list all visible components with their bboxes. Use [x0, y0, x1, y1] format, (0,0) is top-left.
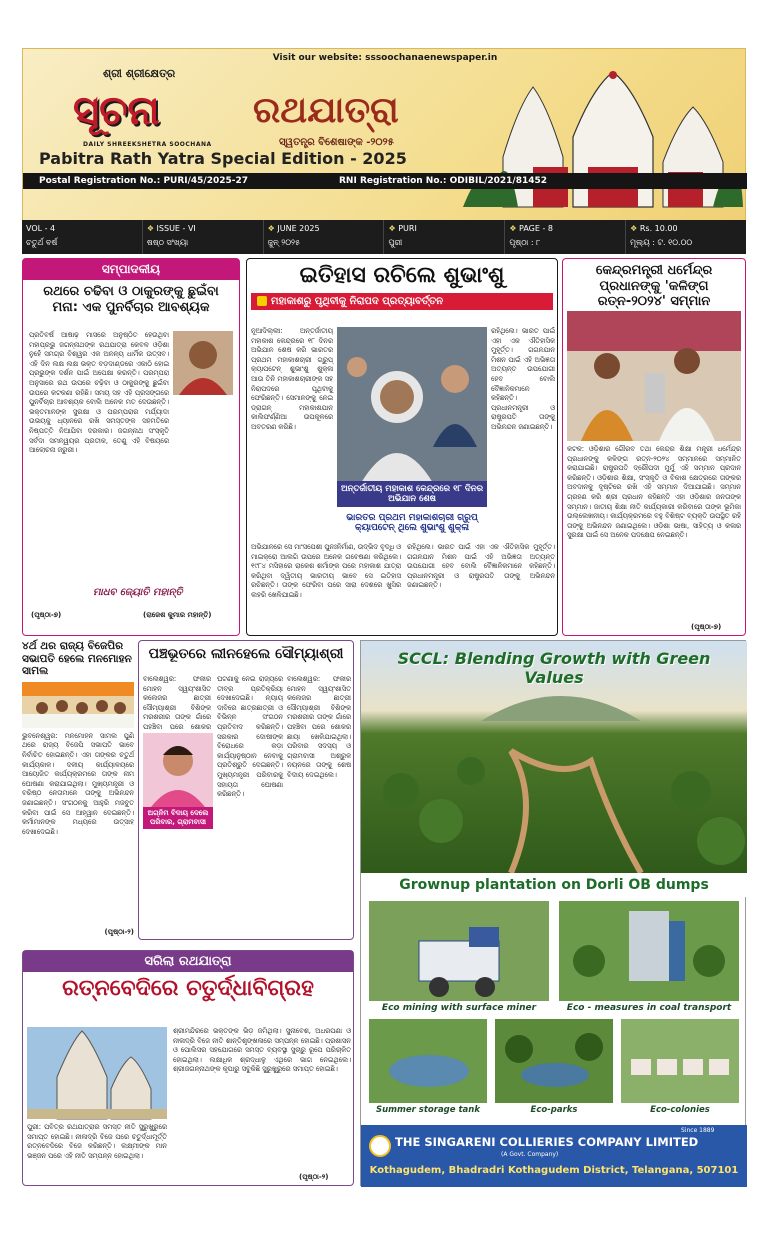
- masthead: [22, 48, 746, 248]
- sccl-surface-miner-photo: [369, 901, 549, 1001]
- shubhanshu-caption-2: ଭାରତର ପ୍ରଥମ ମହାକାଶଚାରୀ ଗ୍ରୁପ୍ କ୍ୟାପଟେନ୍ ଥିଲେ ଶୁଭାଂଶୁ ଶୁକ୍ଳା: [346, 513, 478, 533]
- astronaut-photo: [337, 327, 487, 483]
- soumyashree-body-mid: ଘଟଣାକୁ ନେଇ ରାଜ୍ୟରେ ତୀବ୍ର ପ୍ରତିକ୍ରିୟା ଦେଖାଦେଇଛି। ନ୍ୟାୟ ଦାବିରେ ଛାତ୍ରଛାତ୍ରୀ ଓ ବିଭିନ୍ନ ସଂଗଠନ ପ୍ରତିବାଦ କରିଛନ୍ତି। ସରକାର ଦୋଷୀଙ୍କ ବିରୋଧରେ କଡ଼ା କାର୍ଯ୍ୟାନୁଷ୍ଠାନ ନେବାକୁ ପ୍ରତିଶ୍ରୁତି ଦେଇଛନ୍ତି। ମୁଖ୍ୟମନ୍ତ୍ରୀ ପରିବାରକୁ ସହାୟତା ଘୋଷଣା କରିଛନ୍ତି।: [217, 675, 283, 799]
- soumyashree-article: [138, 640, 354, 940]
- soumyashree-photo: [143, 733, 213, 807]
- website-url[interactable]: Visit our website: sssoochanaenewspaper.in: [272, 53, 498, 63]
- editorial-label: ସମ୍ପାଦକୀୟ: [23, 259, 239, 280]
- editorial-author: (ରାଜେଶ କୁମାର ମହାନ୍ତି): [143, 611, 212, 619]
- shubhanshu-article: [246, 258, 558, 636]
- sccl-footer: [361, 1125, 747, 1187]
- newspaper-logo: ସୂଚନା: [73, 87, 160, 134]
- rathyatra-temple-photo: [27, 1027, 167, 1119]
- sccl-title: SCCL: Blending Growth with Green Values: [397, 649, 711, 687]
- shubhanshu-caption-1: ଅନ୍ତର୍ଜାତୀୟ ମହାକାଶ କେନ୍ଦ୍ରରେ ୧୮ ଦିନର ଅଭିଯାନ ଶେଷ: [337, 481, 487, 507]
- sccl-caption-3: Summer storage tank: [375, 1105, 480, 1115]
- editorial-headline: ରଥରେ ଚଢିବା ଓ ଠାକୁରଙ୍କୁ ଛୁଇଁବା ମନା: ଏକ ପୁନର୍ବିଚାର ଆବଶ୍ୟକ: [43, 284, 219, 315]
- info-volume: VOL - 4 ଚତୁର୍ଥ ବର୍ଷ: [26, 224, 58, 247]
- soumyashree-body-left: ବାଲେଶ୍ୱର: ଫକୀର ମୋହନ ସ୍ୱୟଂଶାସିତ କଲେଜର ଛାତ୍ରୀ ସୌମ୍ୟାଶ୍ରୀ ବିଶିଙ୍କ ମରଶରୀର ତାଙ୍କ ଗାଁରେ ପହଞ୍ଚିବା ପରେ ଶୋକର: [143, 675, 211, 731]
- postal-registration: Postal Registration No.: PURI/45/2025-27: [39, 176, 249, 186]
- registration-bar: [23, 173, 747, 189]
- logo-subtitle: DAILY SHREEKSHETRA SOOCHANA: [83, 141, 212, 148]
- editorial-author-photo: [173, 331, 233, 395]
- shubhanshu-subhead-bar: ମହାକାଶରୁ ପୃଥିବୀକୁ ନିରାପଦ ପ୍ରତ୍ୟାବର୍ତ୍ତନ: [251, 293, 553, 310]
- sccl-caption-4: Eco-parks: [530, 1105, 578, 1115]
- rathyatra-article: [22, 950, 354, 1186]
- shubhanshu-body-mid: ଅଭିଯାନରେ ସେ ମାଂସପେଶୀ ପୁନଃନିର୍ମାଣ, ଉଦ୍ଭିଦ ବୃଦ୍ଧି ଓ ମାଇକ୍ରୋ ଆଲଗି ଉପରେ ଅନେକ ଗବେଷଣା କରିଥିଲେ। ୧୯୮୪ ମସିହାରେ ରାକେଶ ଶର୍ମାଙ୍କ ପରେ ମହାକାଶ ଯାତ୍ରା କରିଥିବା ଦ୍ୱିତୀୟ ଭାରତୀୟ ଭାବେ ସେ ଇତିହାସ ରଚିଛନ୍ତି। ତାଙ୍କ ଫେରିବା ପରେ ସାରା ଦେଶରେ ଖୁସିର ଲହରି ଖେଳିଯାଇଛି।: [251, 543, 401, 599]
- editorial-body: ପ୍ରତିବର୍ଷ ଆଷାଢ଼ ମାସରେ ଅନୁଷ୍ଠିତ ହେଉଥିବା ମହାପ୍ରଭୁ ଜଗନ୍ନାଥଙ୍କ ରଥଯାତ୍ରା କେବଳ ଓଡ଼ିଶା ନୁହେଁ ସମଗ୍ର ବିଶ୍ୱର ଏକ ଅନନ୍ୟ ଧାର୍ମିକ ଉତ୍ସବ। ଏହି ଦିନ ଲକ୍ଷ ଲକ୍ଷ ଭକ୍ତ ବଡ଼ଦାଣ୍ଡରେ ଏକାଠି ହୋଇ ପ୍ରଭୁଙ୍କ ଦର୍ଶନ ପାଇଁ ଅପେକ୍ଷା କରନ୍ତି। ପରମ୍ପରା ଅନୁସାରେ ରଥ ଉପରେ ଚଢ଼ିବା ଓ ଠାକୁରଙ୍କୁ ଛୁଇଁବା ଉପରେ କଟକଣା ରହିଛି। ସମୟ ସହ ଏହି ପ୍ରସଙ୍ଗରେ ପୁନର୍ବିଚାର ଆବଶ୍ୟକ ବୋଲି ଅନେକ ମତ ଦେଉଛନ୍ତି। ଭକ୍ତମାନଙ୍କ ସୁରକ୍ଷା ଓ ପରମ୍ପରାର ମର୍ଯ୍ୟାଦା ଉଭୟକୁ ଧ୍ୟାନରେ ରଖି ସମସ୍ତଙ୍କ ସହମତିରେ ନିଷ୍ପତ୍ତି ନିଆଯିବା ଦରକାର। ଜଗନ୍ନାଥ ସଂସ୍କୃତି ସର୍ବଦା ସମନ୍ୱୟର ପ୍ରତୀକ, ତେଣୁ ଏହି ବିଷୟରେ ଆଲୋଚନା ଜରୁରୀ।: [29, 331, 169, 455]
- bjp-photo: [22, 682, 134, 728]
- rni-registration: RNI Registration No.: ODIBIL/2021/81452: [339, 176, 548, 186]
- shubhanshu-body-left: ନୂଆଦିଲ୍ଲୀ: ଅନ୍ତର୍ଜାତୀୟ ମହାକାଶ କେନ୍ଦ୍ରରେ ୧୮ ଦିନର ଅଭିଯାନ ଶେଷ କରି ଭାରତର ପ୍ରଥମ ମହାକାଶଚାରୀ ଗ୍ରୁପ୍ କ୍ୟାପଟେନ୍ ଶୁଭାଂଶୁ ଶୁକ୍ଳା ଆଉ ତିନି ମହାକାଶଚାରୀଙ୍କ ସହ ନିରାପଦରେ ପୃଥିବୀକୁ ଫେରିଛନ୍ତି। ସେମାନଙ୍କୁ ନେଇ ଡ୍ରାଗନ୍ ମହାକାଶଯାନ କାଲିଫର୍ଣ୍ଣିଆ ଉପକୂଳରେ ଅବତରଣ କରିଛି।: [251, 327, 333, 431]
- info-place: ❖ PURI ପୁରୀ: [383, 220, 504, 254]
- sccl-since: Since 1889: [681, 1127, 715, 1134]
- dharmendra-article: [562, 258, 746, 636]
- soumyashree-headline: ପଞ୍ଚଭୂତରେ ଲୀନହେଲେ ସୌମ୍ୟାଶ୍ରୀ: [148, 646, 344, 662]
- bjp-body: ଭୁବନେଶ୍ୱର: ମନମୋହନ ସାମଲ ପୁଣି ଥରେ ରାଜ୍ୟ ବିଜେପି ସଭାପତି ଭାବେ ନିର୍ବାଚିତ ହୋଇଛନ୍ତି। ଏହା ତାଙ୍କର ଚତୁର୍ଥ କାର୍ଯ୍ୟକାଳ। ଦଳୀୟ କାର୍ଯ୍ୟାଳୟରେ ଆୟୋଜିତ କାର୍ଯ୍ୟକ୍ରମରେ ତାଙ୍କ ନାମ ଘୋଷଣା କରାଯାଇଥିଲା। ମୁଖ୍ୟମନ୍ତ୍ରୀ ଓ ବରିଷ୍ଠ ନେତାମାନେ ତାଙ୍କୁ ଅଭିନନ୍ଦନ ଜଣାଇଛନ୍ତି। ସଂଗଠନକୁ ଆହୁରି ମଜବୁତ କରିବା ପାଇଁ ସେ ଆହ୍ୱାନ ଦେଇଛନ୍ତି। କର୍ମୀମାନଙ୍କ ମଧ୍ୟରେ ଉତ୍ସାହ ଦେଖାଦେଇଛି।: [22, 731, 134, 836]
- shubhanshu-headline: ଇତିହାସ ରଚିଲେ ଶୁଭାଂଶୁ: [299, 263, 505, 288]
- logo-prefix: ଶ୍ରୀ ଶ୍ରୀକ୍ଷେତ୍ର: [103, 67, 176, 80]
- soumyashree-body-right: ବାଲେଶ୍ୱର: ଫକୀର ମୋହନ ସ୍ୱୟଂଶାସିତ କଲେଜର ଛାତ୍ରୀ ସୌମ୍ୟାଶ୍ରୀ ବିଶିଙ୍କ ମରଶରୀର ତାଙ୍କ ଗାଁରେ ପହଞ୍ଚିବା ପରେ ଶୋକର ଛାୟା ଖେଳିଯାଇଥିଲା। ପରିବାର ସଦସ୍ୟ ଓ ଗ୍ରାମବାସୀ ଅଶ୍ରୁଳ ନୟନରେ ତାଙ୍କୁ ଶେଷ ବିଦାୟ ଦେଇଥିଲେ।: [287, 675, 351, 779]
- sccl-address: Kothagudem, Bhadradri Kothagudem District, Telangana, 507101: [369, 1165, 739, 1176]
- info-date: ❖ JUNE 2025 ଜୁନ୍ ୨୦୨୫: [263, 220, 384, 254]
- sccl-coal-transport-photo: [559, 901, 739, 1001]
- sccl-caption-2: Eco - measures in coal transport: [566, 1003, 732, 1013]
- rathyatra-label: ସରିଲା ରଥଯାତ୍ରା: [23, 951, 353, 972]
- sccl-caption-5: Eco-colonies: [650, 1105, 710, 1115]
- square-bullet-icon: [257, 296, 267, 306]
- sccl-storage-tank-photo: [369, 1019, 487, 1103]
- sccl-subtitle: Grownup plantation on Dorli OB dumps: [361, 873, 747, 897]
- sccl-company-name: THE SINGARENI COLLIERIES COMPANY LIMITED: [395, 1135, 699, 1149]
- edition-title: Pabitra Rath Yatra Special Edition - 2025: [39, 149, 407, 168]
- shubhanshu-body-right: ରହିଥିଲେ। ଭାରତ ପାଇଁ ଏହା ଏକ ଐତିହାସିକ ମୁହୂର୍ତ୍ତ। ଗଗନଯାନ ମିଶନ ପାଇଁ ଏହି ଅଭିଜ୍ଞତା ଅତ୍ୟନ୍ତ ଉପଯୋଗୀ ହେବ ବୋଲି ବୈଜ୍ଞାନିକମାନେ କହିଛନ୍ତି। ପ୍ରଧାନମନ୍ତ୍ରୀ ଓ ରାଷ୍ଟ୍ରପତି ତାଙ୍କୁ ଅଭିନନ୍ଦନ ଜଣାଇଛନ୍ତି।: [491, 327, 555, 431]
- sccl-eco-parks-photo: [495, 1019, 613, 1103]
- sccl-logo-icon: [369, 1135, 391, 1157]
- special-edition-subtitle: ସ୍ୱତନ୍ତ୍ର ବିଶେଷାଙ୍କ -୨୦୨୫: [279, 137, 394, 148]
- bjp-continued: (ପୃଷ୍ଠା-୨): [104, 927, 134, 936]
- editorial-signature: ମାଧବ ଜ୍ୟୋତି ମହାନ୍ତି: [93, 587, 183, 598]
- sccl-eco-colonies-photo: [621, 1019, 739, 1103]
- special-edition-title: ରଥଯାତ୍ରା: [253, 90, 399, 131]
- rathyatra-continued: (ପୃଷ୍ଠା-୨): [299, 1173, 329, 1181]
- sccl-advertisement: [360, 640, 746, 1186]
- editorial-continued: (ପୃଷ୍ଠା-୭): [31, 611, 62, 619]
- soumyashree-caption: ଅଗ୍ନିମ ବିଦାୟ ଦେଲେ ପରିବାର, ଗ୍ରାମବାସୀ: [143, 807, 213, 829]
- award-photo: [567, 311, 741, 441]
- issue-info-bar: [22, 220, 746, 254]
- info-issue: ❖ ISSUE - VI ଷଷ୍ଠ ସଂଖ୍ୟା: [142, 220, 263, 254]
- info-page: ❖ PAGE - 8 ପୃଷ୍ଠା : ୮: [504, 220, 625, 254]
- shubhanshu-body-end: ରହିଥିଲେ। ଭାରତ ପାଇଁ ଏହା ଏକ ଐତିହାସିକ ମୁହୂର୍ତ୍ତ। ଗଗନଯାନ ମିଶନ ପାଇଁ ଏହି ଅଭିଜ୍ଞତା ଅତ୍ୟନ୍ତ ଉପଯୋଗୀ ହେବ ବୋଲି ବୈଜ୍ଞାନିକମାନେ କହିଛନ୍ତି। ପ୍ରଧାନମନ୍ତ୍ରୀ ଓ ରାଷ୍ଟ୍ରପତି ତାଙ୍କୁ ଅଭିନନ୍ଦନ ଜଣାଇଛନ୍ତି।: [407, 543, 555, 590]
- editorial-box: [22, 258, 240, 636]
- bjp-president-article: [22, 640, 134, 950]
- rathyatra-body-left: ପୁରୀ: ପବିତ୍ର ରଥଯାତ୍ରାର ସମସ୍ତ ନୀତି ସୁରୁଖୁରୁରେ ସମାପ୍ତ ହୋଇଛି। ନୀଳାଦ୍ରି ବିଜେ ପରେ ଚତୁର୍ଦ୍ଧାମୂର୍ତ୍ତି ରତ୍ନବେଦିରେ ବିଜେ କରିଛନ୍ତି। ଲକ୍ଷ୍ମୀଙ୍କ ମାନ ଭଞ୍ଜନ ପରେ ଏହି ନୀତି ସମ୍ପନ୍ନ ହୋଇଥିଲା।: [27, 1123, 167, 1160]
- info-price: ❖ Rs. 10.00 ମୂଲ୍ୟ : ଟ. ୧୦.୦୦: [625, 220, 746, 254]
- dharmendra-continued: (ପୃଷ୍ଠା-୭): [691, 623, 722, 631]
- rathyatra-headline: ରତ୍ନବେଦିରେ ଚତୁର୍ଦ୍ଧାବିଗ୍ରହ: [62, 976, 314, 1001]
- dharmendra-headline: କେନ୍ଦ୍ରମନ୍ତ୍ରୀ ଧର୍ମେନ୍ଦ୍ର ପ୍ରଧାନଙ୍କୁ 'କଳିଙ୍ଗ ରତ୍ନ-୨୦୨୪' ସମ୍ମାନ: [595, 263, 713, 310]
- rathyatra-body-right: ଶ୍ରୀମନ୍ଦିରରେ ଭକ୍ତଙ୍କ ଭିଡ଼ ଜମିଥିଲା। ସୁନାବେଶ, ଅଧରପଣା ଓ ନୀଳାଦ୍ରି ବିଜେ ନୀତି ଶାନ୍ତିଶୃଙ୍ଖଳାରେ ସମ୍ପନ୍ନ ହୋଇଛି। ପ୍ରଶାସନ ଓ ପୋଲିସର ସହଯୋଗରେ ସମସ୍ତ ବ୍ୟବସ୍ଥା ସୁଚାରୁ ରୂପେ ପରିଚାଳିତ ହୋଇଥିଲା। ଲକ୍ଷାଧିକ ଶ୍ରଦ୍ଧାଳୁ ଏଥିରେ ଭାଗ ନେଇଥିଲେ। ଶ୍ରୀଜଗନ୍ନାଥଙ୍କ କୃପାରୁ ସବୁକିଛି ସୁରୁଖୁରୁରେ ସମାପ୍ତ ହୋଇଛି।: [173, 1027, 351, 1074]
- sccl-company-note: (A Govt. Company): [501, 1151, 559, 1158]
- dharmendra-body: କଟକ: ଓଡ଼ିଶାର ଗୌରବ ତଥା କେନ୍ଦ୍ର ଶିକ୍ଷା ମନ୍ତ୍ରୀ ଧର୍ମେନ୍ଦ୍ର ପ୍ରଧାନଙ୍କୁ କଳିଙ୍ଗ ରତ୍ନ-୨୦୨୪ ସମ୍ମାନରେ ସମ୍ମାନିତ କରାଯାଇଛି। ରାଷ୍ଟ୍ରପତି ଦ୍ରୌପଦୀ ମୁର୍ମୁ ଏହି ସମ୍ମାନ ପ୍ରଦାନ କରିଛନ୍ତି। ଓଡ଼ିଶାର ଶିକ୍ଷା, ସଂସ୍କୃତି ଓ ବିକାଶ କ୍ଷେତ୍ରରେ ତାଙ୍କର ଅବଦାନକୁ ଦୃଷ୍ଟିରେ ରଖି ଏହି ସମ୍ମାନ ଦିଆଯାଇଛି। ସମ୍ମାନ ଗ୍ରହଣ କରି ଶ୍ରୀ ପ୍ରଧାନ କହିଛନ୍ତି ଏହା ଓଡ଼ିଶାର ଜନତାଙ୍କ ସମ୍ମାନ। ଜାତୀୟ ଶିକ୍ଷା ନୀତି କାର୍ଯ୍ୟକାରୀ କରିବାରେ ତାଙ୍କ ଭୂମିକା ଉଲ୍ଲେଖନୀୟ। କାର୍ଯ୍ୟକ୍ରମରେ ବହୁ ବିଶିଷ୍ଟ ବ୍ୟକ୍ତି ଉପସ୍ଥିତ ରହି ତାଙ୍କୁ ଅଭିନନ୍ଦନ ଜଣାଇଥିଲେ। ଓଡ଼ିଶା ଭାଷା, ସାହିତ୍ୟ ଓ କଳାର ସୁରକ୍ଷା ପାଇଁ ସେ ଅନେକ ପଦକ୍ଷେପ ନେଇଛନ୍ତି।: [567, 445, 741, 540]
- sccl-caption-1: Eco mining with surface miner: [381, 1003, 537, 1013]
- bjp-headline: ୪ର୍ଥ ଥର ରାଜ୍ୟ ବିଜେପିର ସଭାପତି ହେଲେ ମନମୋହନ ସାମଲ: [22, 640, 132, 678]
